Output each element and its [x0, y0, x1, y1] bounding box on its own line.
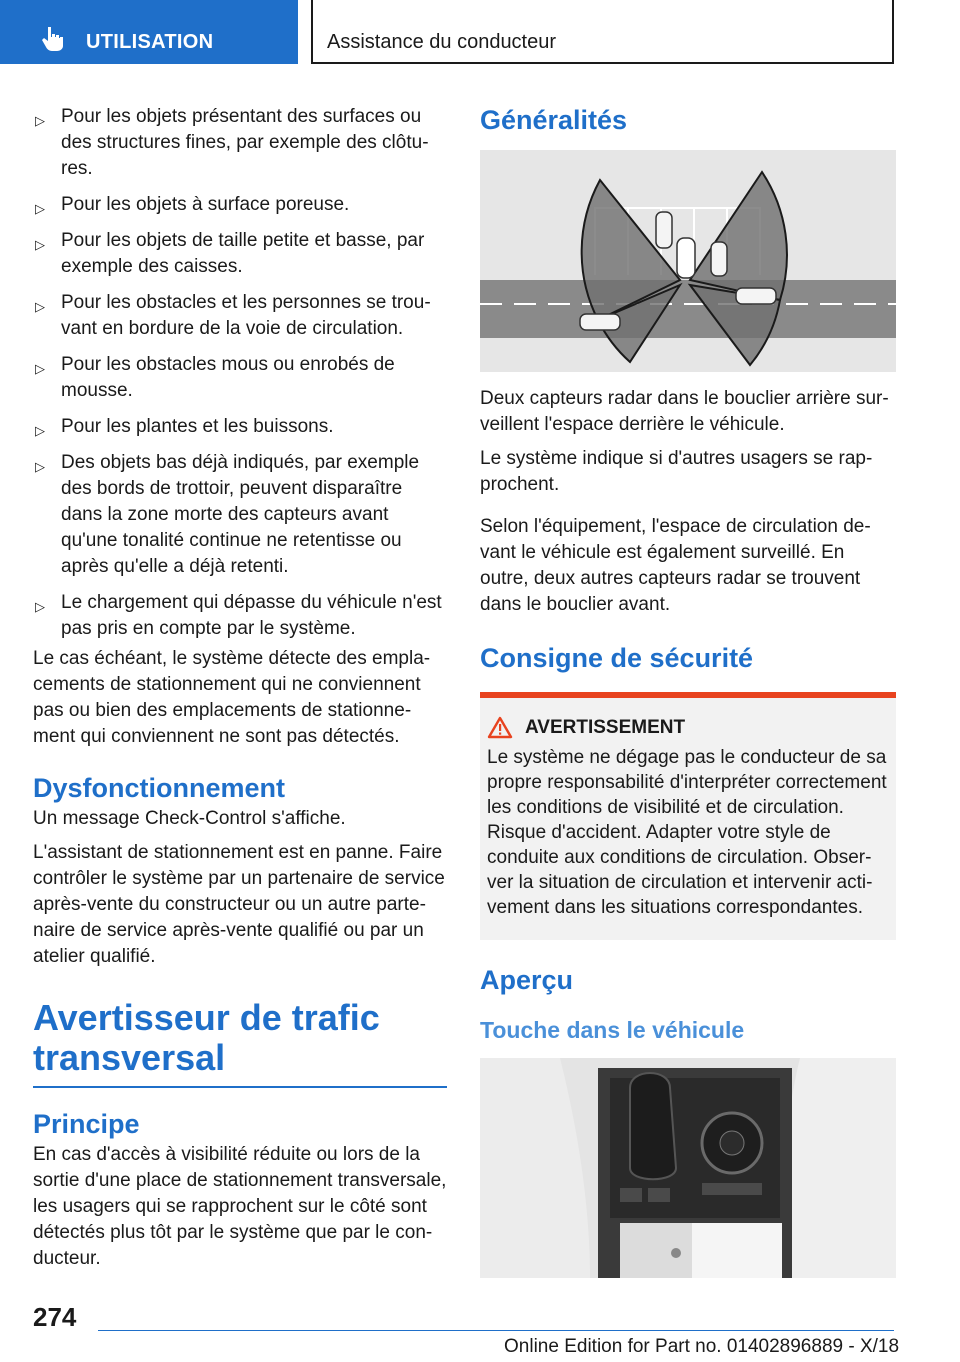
triangle-bullet-icon: ▷	[35, 201, 45, 216]
page-number: 274	[33, 1302, 77, 1332]
triangle-bullet-icon: ▷	[35, 237, 45, 252]
list-item: ▷ Pour les objets présentant des surfaces ou des structures fines, par exemple des clôtures.	[35, 106, 429, 179]
warning-triangle-icon	[487, 716, 513, 739]
triangle-bullet-icon: ▷	[35, 113, 45, 128]
principle-heading: Principe	[33, 1109, 140, 1139]
footer-divider	[98, 1330, 894, 1331]
parking-detection-paragraph: Le cas échéant, le système détecte des emplacements de stationnement qui ne conviennent pas ou bien des emplacements de stationnement qui conviennent ne sont pas détectés.	[33, 648, 431, 747]
malfunction-heading: Dysfonctionnement	[33, 773, 286, 803]
warning-header	[487, 716, 890, 739]
list-item: ▷ Pour les objets à surface poreuse.	[33, 192, 447, 218]
left-column	[33, 104, 447, 1272]
safety-heading: Consigne de sécurité	[480, 643, 754, 673]
general-paragraph-3: Selon l'équipement, l'espace de circulation devant le véhicule est également surveillé. En outre, deux autres capteurs radar se trouvent dans le bouclier avant.	[480, 516, 871, 615]
list-item: ▷ Le chargement qui dépasse du véhicule n'est pas pris en compte par le système.	[35, 592, 442, 639]
principle-paragraph: En cas d'accès à visibilité réduite ou lors de la sortie d'une place de stationnement transversale, les usagers qui se rapprochent sur le côté sont détectés plus tôt par le système que par le conducteur.	[33, 1144, 447, 1269]
triangle-bullet-icon: ▷	[35, 423, 45, 438]
triangle-bullet-icon: ▷	[35, 599, 45, 614]
section-title: Avertisseur de trafic transversal	[33, 997, 380, 1078]
center-console-photo	[480, 1058, 896, 1278]
warning-text: Le système ne dégage pas le conducteur de sa propre responsabilité d'interpréter correctement les conditions de visibilité et de circulation. Risque d'accident. Adapter votre style de conduite aux conditions de circulation. Observer la situation de circulation et intervenir activement dans les situations correspondantes.	[487, 747, 887, 918]
list-item: ▷ Pour les obstacles et les personnes se trouvant en bordure de la voie de circulation.	[35, 292, 431, 339]
hand-pointer-icon	[40, 25, 66, 51]
list-item: ▷ Pour les plantes et les buissons.	[33, 414, 447, 440]
general-heading: Généralités	[480, 105, 628, 135]
right-column	[480, 104, 896, 1278]
triangle-bullet-icon: ▷	[35, 361, 45, 376]
list-item: ▷ Pour les objets de taille petite et basse, par exemple des caisses.	[35, 230, 425, 277]
general-paragraph-2: Le système indique si d'autres usagers se rapprochent.	[480, 448, 873, 495]
warning-box	[480, 692, 896, 940]
malfunction-message: Un message Check-Control s'affiche.	[33, 808, 346, 829]
chapter-header	[311, 0, 894, 64]
triangle-bullet-icon: ▷	[35, 299, 45, 314]
list-item: ▷ Pour les obstacles mous ou enrobés de mousse.	[35, 354, 395, 401]
general-paragraph-1: Deux capteurs radar dans le bouclier arrière surveillent l'espace derrière le véhicule.	[480, 388, 889, 435]
section-tab[interactable]	[0, 0, 298, 64]
warning-title: AVERTISSEMENT	[525, 716, 686, 738]
footer-edition: Online Edition for Part no. 01402896889 - X/18	[504, 1336, 900, 1357]
vehicle-button-heading: Touche dans le véhicule	[480, 1017, 745, 1043]
chapter-label: Assistance du conducteur	[327, 31, 557, 53]
list-item: ▷ Des objets bas déjà indiqués, par exemple des bords de trottoir, peuvent disparaître dans la zone morte des capteurs avant qu'une tonalité continue ne retentisse ou après qu'elle a déjà retenti.	[35, 452, 420, 577]
radar-coverage-illustration	[480, 150, 896, 372]
triangle-bullet-icon: ▷	[35, 459, 45, 474]
overview-heading: Aperçu	[480, 965, 574, 995]
section-label: UTILISATION	[86, 31, 214, 53]
malfunction-instructions: L'assistant de stationnement est en panne. Faire contrôler le système par un partenaire de service après-vente du constructeur ou un autre partenaire de service après-vente qualifié ou par un atelier qualifié.	[33, 842, 445, 967]
limitations-list	[33, 104, 447, 642]
